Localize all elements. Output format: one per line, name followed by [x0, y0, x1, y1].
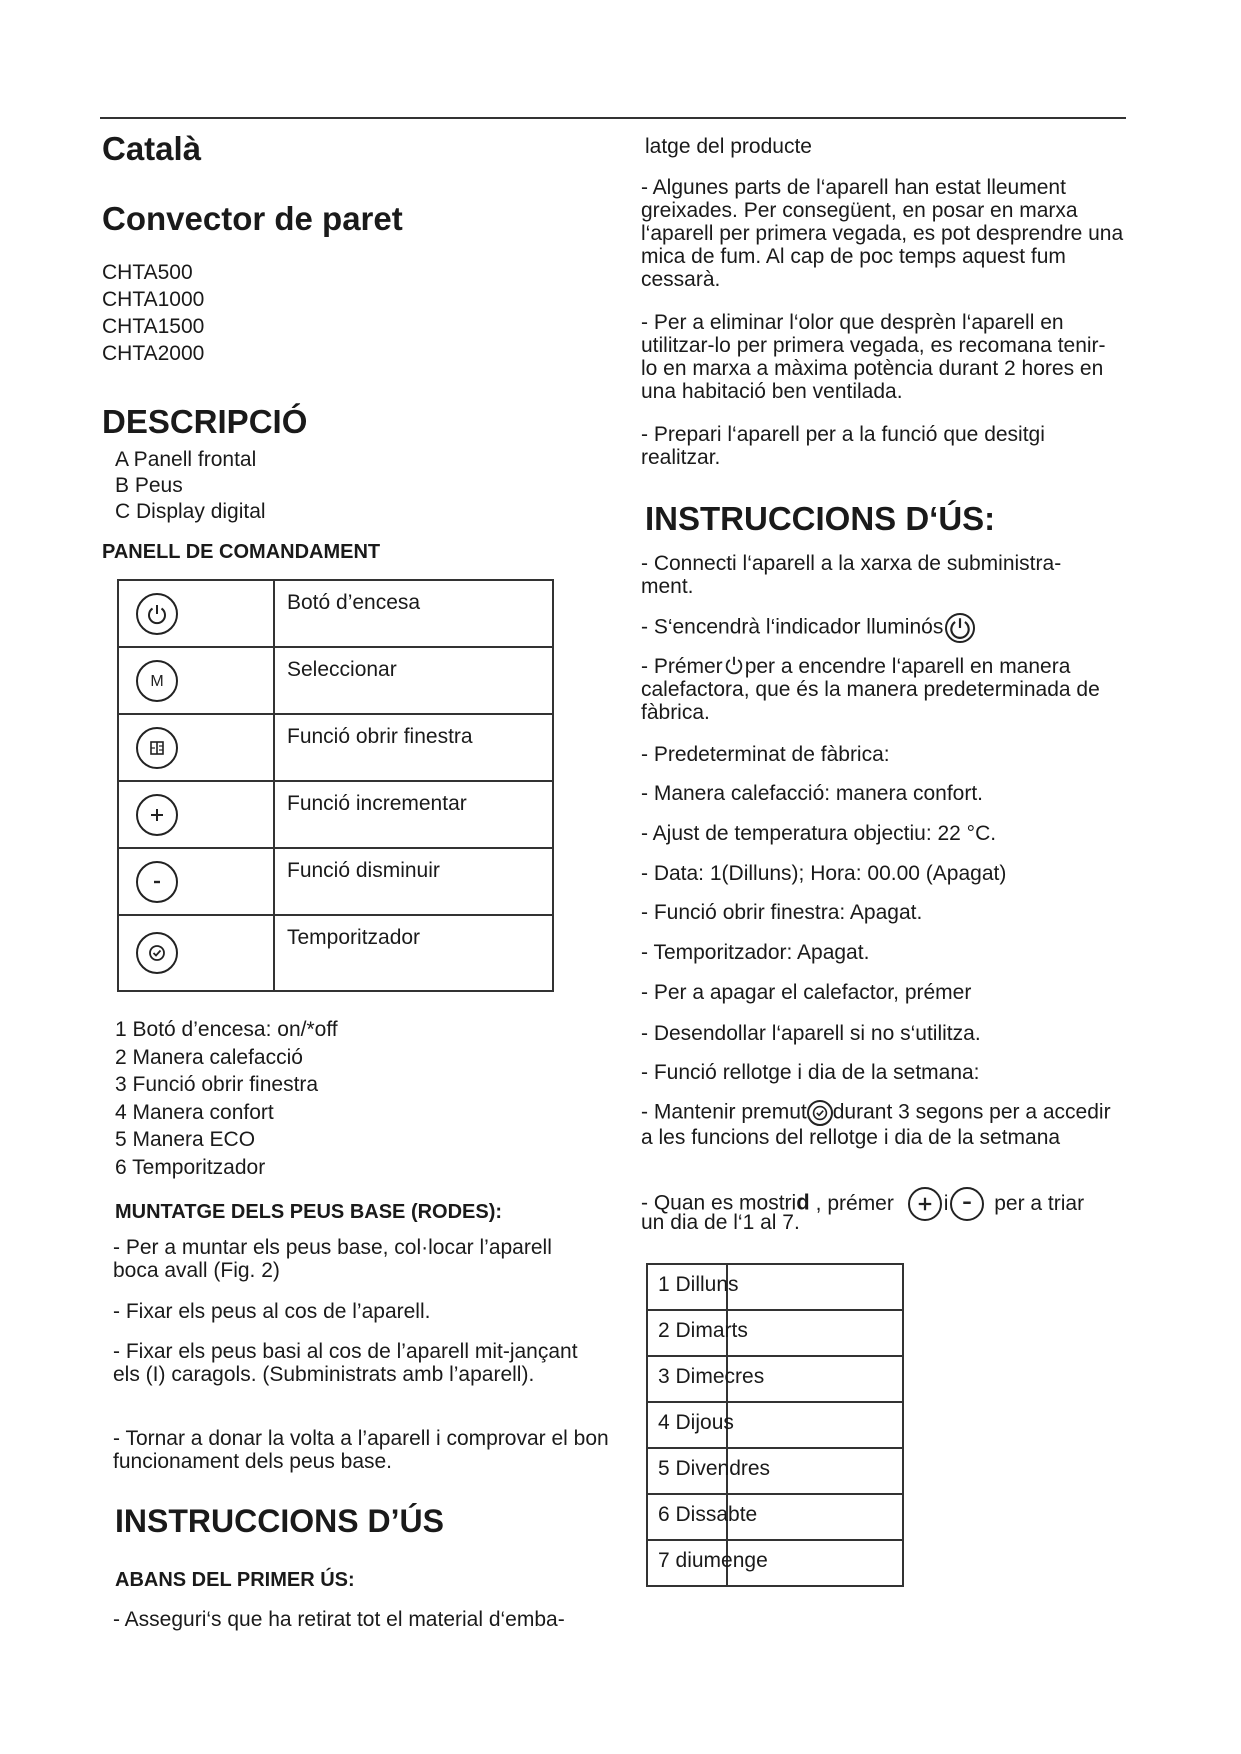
default-item: - Desendollar l‘aparell si no s‘utilitza.: [641, 1022, 981, 1045]
model-item: CHTA1000: [102, 288, 205, 311]
minus-icon: [136, 861, 178, 903]
table-row: [118, 580, 553, 647]
press-text: per a encendre l‘aparell en manera calefactora, que és la manera predeterminada de fàbrica.: [641, 655, 1100, 724]
usage-step: [641, 613, 975, 643]
show-text: , prémer: [815, 1191, 894, 1215]
indicator-text: - S‘encendrà l‘indicador lluminós: [641, 615, 944, 639]
before-step: - Asseguri‘s que ha retirat tot el material d‘emba-: [113, 1608, 565, 1631]
table-row: [118, 915, 553, 991]
model-item: CHTA500: [102, 261, 193, 284]
usage-heading-right: INSTRUCCIONS D‘ÚS:: [645, 500, 996, 537]
timer-icon: [807, 1100, 833, 1126]
default-item: - Data: 1(Dilluns); Hora: 00.00 (Apagat): [641, 862, 1007, 885]
timer-icon: [136, 932, 178, 974]
control-label: Botó d’encesa: [274, 580, 553, 647]
hold-text: - Mantenir premut: [641, 1100, 807, 1124]
table-row: [118, 781, 553, 848]
before-step: - Algunes parts de l‘aparell han estat lleument greixades. Per consegüent, en posar en marxa l‘aparell per primera vegada, es pot desprendre una mica de fum. Al cap de poc temps aquest fum cessarà.: [641, 176, 1124, 291]
control-label: Temporitzador: [274, 915, 553, 991]
function-item: 6 Temporitzador: [115, 1155, 266, 1179]
mounting-step: - Fixar els peus basi al cos de l’aparell mit-jançant els (I) caragols. (Subministrats amb l’aparell).: [113, 1340, 578, 1386]
model-item: CHTA1500: [102, 315, 205, 338]
mounting-step: - Tornar a donar la volta a l’aparell i comprovar el bon funcionament dels peus base.: [113, 1427, 609, 1473]
control-label: Funció obrir finestra: [274, 714, 553, 781]
control-label: Funció incrementar: [274, 781, 553, 848]
table-row: 3 Dimecres: [647, 1356, 903, 1402]
power-icon: [945, 613, 975, 643]
svg-text:M: M: [150, 672, 164, 690]
window-icon: [136, 727, 178, 769]
description-heading: DESCRIPCIÓ: [102, 403, 308, 440]
table-row: [118, 714, 553, 781]
model-list: [102, 259, 204, 367]
usage-heading-left: INSTRUCCIONS D’ÚS: [115, 1503, 444, 1539]
mode-m-icon: [136, 660, 178, 702]
control-label: Funció disminuir: [274, 848, 553, 915]
table-row: 2 Dimarts: [647, 1310, 903, 1356]
description-item: B Peus: [115, 474, 183, 497]
before-step: - Per a eliminar l‘olor que desprèn l‘aparell en utilitzar-lo per primera vegada, es recomana tenir-lo en marxa a màxima potència durant 2 hores en una habitació ben ventilada.: [641, 311, 1106, 403]
description-list: [115, 447, 266, 525]
table-row: [118, 848, 553, 915]
digit-d-glyph: d: [796, 1189, 810, 1215]
show-conj: i: [943, 1191, 949, 1215]
show-text: - Quan es mostri: [641, 1191, 797, 1215]
before-first-use-heading: ABANS DEL PRIMER ÚS:: [115, 1569, 355, 1591]
function-item: 3 Funció obrir finestra: [115, 1073, 319, 1096]
before-step: - Prepari l‘aparell per a la funció que desitgi realitzar.: [641, 423, 1045, 469]
show-text: per a triar: [994, 1191, 1085, 1215]
usage-step: - Connecti l‘aparell a la xarxa de subministra-ment.: [641, 552, 1062, 598]
show-text: un dia de l‘1 al 7.: [641, 1211, 800, 1234]
table-row: 7 diumenge: [647, 1540, 903, 1586]
model-item: CHTA2000: [102, 342, 205, 365]
table-row: 1 Dilluns: [647, 1264, 903, 1310]
table-row: 5 Divendres: [647, 1448, 903, 1494]
usage-step: [641, 1100, 1111, 1149]
function-item: 2 Manera calefacció: [115, 1045, 303, 1069]
product-title: Convector de paret: [102, 200, 403, 237]
press-text: - Prémer: [641, 655, 723, 678]
mounting-step: - Fixar els peus al cos de l’aparell.: [113, 1300, 431, 1323]
table-row: 6 Dissabte: [647, 1494, 903, 1540]
panel-heading: PANELL DE COMANDAMENT: [102, 541, 381, 563]
description-item: C Display digital: [115, 500, 266, 523]
control-panel-table: [117, 579, 554, 992]
function-item: 4 Manera confort: [115, 1100, 274, 1124]
power-icon: [723, 654, 745, 676]
top-rule: [100, 117, 1126, 119]
default-item: - Manera calefacció: manera confort.: [641, 782, 983, 805]
default-item: - Temporitzador: Apagat.: [641, 941, 870, 964]
default-item: - Funció rellotge i dia de la setmana:: [641, 1061, 980, 1084]
power-icon: [136, 593, 178, 635]
default-item: - Per a apagar el calefactor, prémer: [641, 981, 972, 1004]
language-heading: Català: [102, 130, 202, 167]
hold-text: durant 3 segons per a accedir a les funcions del rellotge i dia de la setmana: [641, 1100, 1111, 1149]
minus-icon: [950, 1187, 984, 1221]
table-row: [118, 647, 553, 714]
mounting-heading: MUNTATGE DELS PEUS BASE (RODES):: [115, 1201, 503, 1223]
continuation-text: latge del producte: [645, 135, 812, 158]
default-item: - Predeterminat de fàbrica:: [641, 743, 890, 766]
plus-icon: [136, 794, 178, 836]
plus-icon: [908, 1187, 942, 1221]
days-table: [646, 1263, 904, 1587]
description-item: A Panell frontal: [115, 448, 257, 471]
function-list: [115, 1016, 338, 1181]
default-item: - Ajust de temperatura objectiu: 22 °C.: [641, 822, 997, 845]
table-row: 4 Dijous: [647, 1402, 903, 1448]
control-label: Seleccionar: [274, 647, 553, 714]
mounting-step: - Per a muntar els peus base, col·locar l’aparell boca avall (Fig. 2): [113, 1236, 552, 1282]
function-item: 1 Botó d’encesa: on/*off: [115, 1018, 338, 1041]
usage-step: [641, 654, 1121, 724]
default-item: - Funció obrir finestra: Apagat.: [641, 901, 923, 924]
function-item: 5 Manera ECO: [115, 1128, 256, 1151]
